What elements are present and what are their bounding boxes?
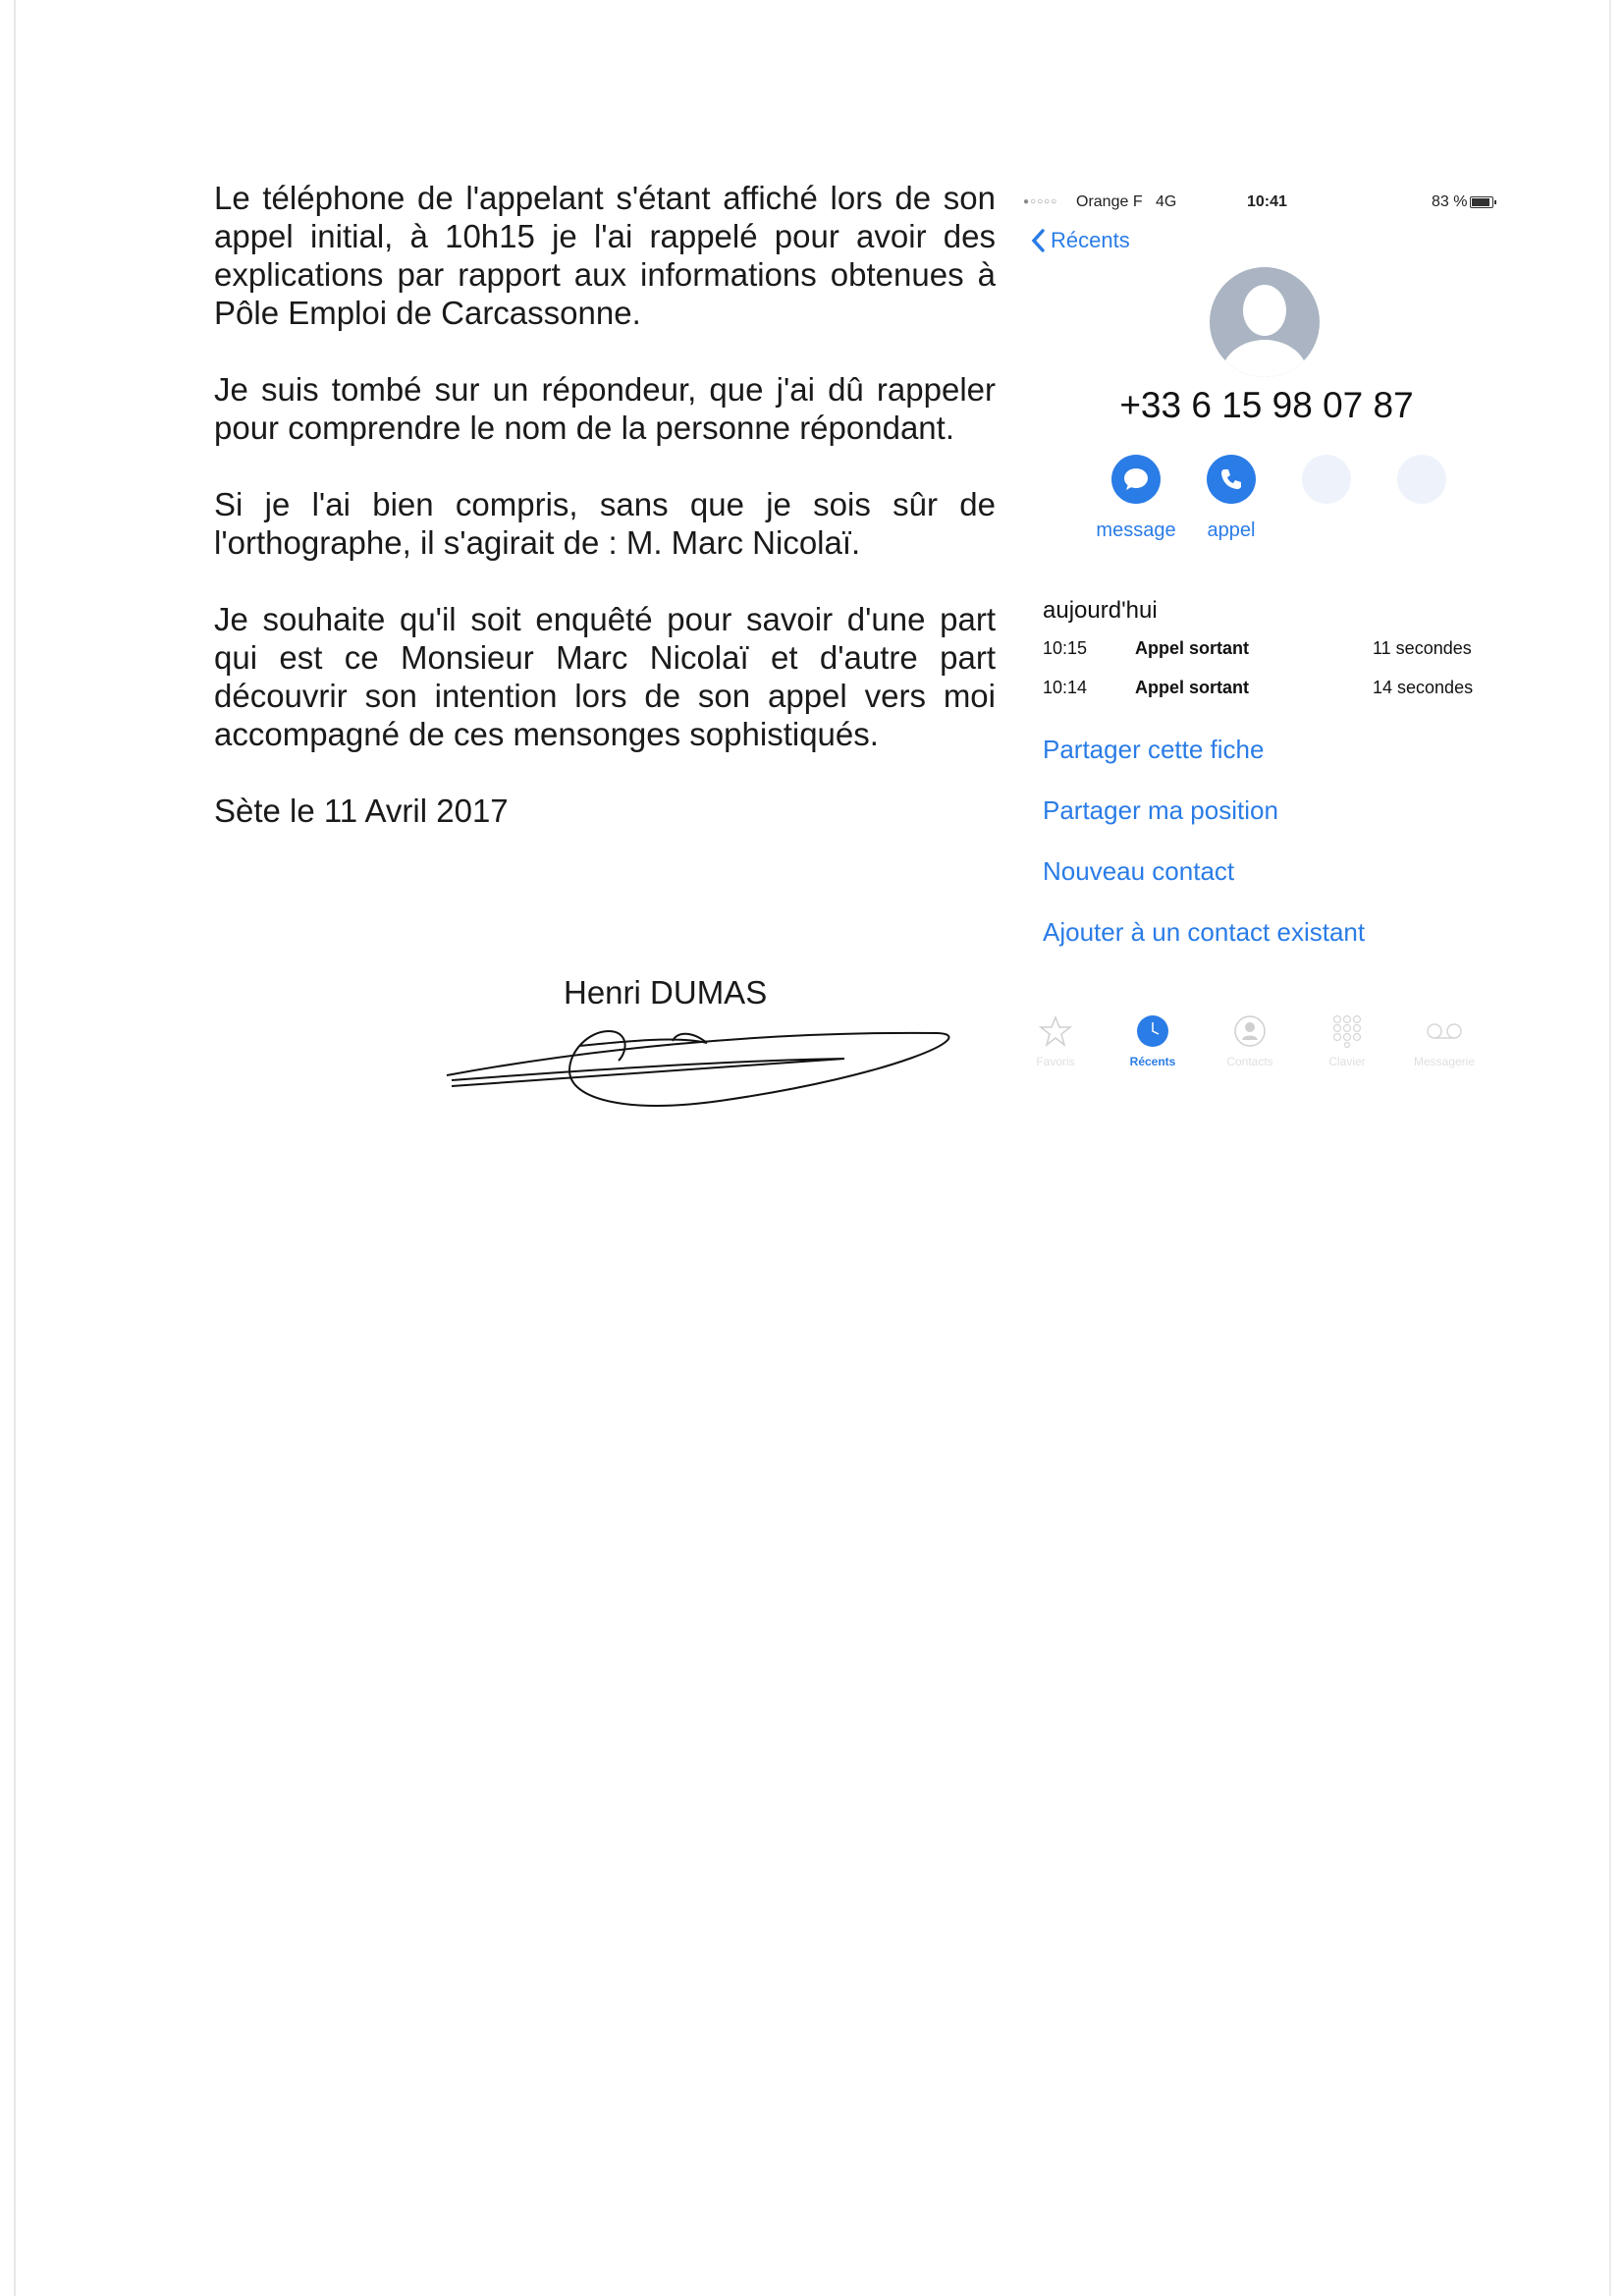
handwritten-signature <box>432 992 952 1115</box>
battery-percent: 83 % <box>1432 193 1468 210</box>
clock-icon <box>1135 1013 1170 1049</box>
tab-label: Récents <box>1129 1055 1176 1068</box>
new-contact-link[interactable]: Nouveau contact <box>1043 856 1235 886</box>
carrier-name: Orange F <box>1076 193 1143 210</box>
letter-body <box>214 179 996 868</box>
paragraph-4: Je souhaite qu'il soit enquêté pour savoir d'une part qui est ce Monsieur Marc Nicolaï et d'autre part découvrir son intention lors de son appel vers moi accompagné de ces mensonges sophistiqués. <box>214 601 996 752</box>
phone-icon <box>1218 466 1244 492</box>
call-duration: 11 secondes <box>1373 638 1472 658</box>
share-location-link[interactable]: Partager ma position <box>1043 795 1278 825</box>
call-time: 10:14 <box>1043 678 1088 697</box>
tab-recents[interactable] <box>1109 1011 1197 1068</box>
call-history <box>1043 638 1504 717</box>
tab-label: Contacts <box>1226 1055 1273 1068</box>
tab-label: Favoris <box>1036 1055 1075 1068</box>
call-type: Appel sortant <box>1135 678 1250 697</box>
voicemail-icon <box>1425 1021 1464 1041</box>
share-contact-link[interactable]: Partager cette fiche <box>1043 735 1265 764</box>
tab-bar <box>1011 1011 1522 1080</box>
scan-edge-left <box>14 0 16 2296</box>
tab-label: Messagerie <box>1413 1055 1476 1068</box>
paragraph-2: Je suis tombé sur un répondeur, que j'ai dû rappeler pour comprendre le nom de la personne répondant. <box>214 371 996 446</box>
network-type: 4G <box>1156 193 1177 210</box>
list-item <box>1043 638 1504 678</box>
signal-dots-icon: ●○○○○ <box>1023 196 1058 207</box>
chevron-left-icon <box>1031 229 1045 252</box>
paragraph-1: Le téléphone de l'appelant s'étant affiché lors de son appel initial, à 10h15 je l'ai rappelé pour avoir des explications par rapport aux informations obtenues à Pôle Emploi de Carcassonne. <box>214 180 996 331</box>
call-action[interactable] <box>1187 455 1275 542</box>
status-time: 10:41 <box>1247 193 1287 210</box>
back-button[interactable] <box>1031 228 1130 253</box>
signer-name: Henri DUMAS <box>564 974 768 1011</box>
add-to-existing-contact-link[interactable]: Ajouter à un contact existant <box>1043 917 1366 947</box>
avatar-icon <box>1208 265 1322 379</box>
phone-screenshot <box>1011 177 1522 1080</box>
star-icon <box>1039 1014 1072 1048</box>
tab-contacts[interactable] <box>1206 1011 1294 1068</box>
tab-favorites[interactable] <box>1011 1011 1100 1068</box>
call-duration: 14 secondes <box>1373 678 1474 697</box>
list-item <box>1043 678 1504 717</box>
contacts-icon <box>1233 1014 1267 1048</box>
tab-voicemail[interactable] <box>1400 1011 1488 1068</box>
call-type: Appel sortant <box>1135 638 1250 658</box>
keypad-icon <box>1332 1014 1362 1048</box>
date-line: Sète le 11 Avril 2017 <box>214 793 509 829</box>
message-action[interactable] <box>1092 455 1180 542</box>
tab-label: Clavier <box>1328 1055 1366 1068</box>
battery-icon <box>1470 196 1493 208</box>
mail-action[interactable] <box>1378 455 1466 519</box>
history-header: aujourd'hui <box>1043 597 1158 624</box>
contact-number: +33 6 15 98 07 87 <box>1119 385 1414 425</box>
scan-edge-right <box>1609 0 1611 2296</box>
call-time: 10:15 <box>1043 638 1088 658</box>
call-label: appel <box>1207 519 1256 541</box>
video-action[interactable] <box>1282 455 1371 519</box>
status-bar <box>1011 193 1522 217</box>
paragraph-3: Si je l'ai bien compris, sans que je sois sûr de l'orthographe, il s'agirait de : M. Marc Nicolaï. <box>214 486 996 561</box>
message-label: message <box>1096 519 1176 541</box>
tab-keypad[interactable] <box>1303 1011 1391 1068</box>
contact-actions <box>1092 455 1504 543</box>
message-bubble-icon <box>1122 466 1150 492</box>
back-label: Récents <box>1051 228 1130 252</box>
